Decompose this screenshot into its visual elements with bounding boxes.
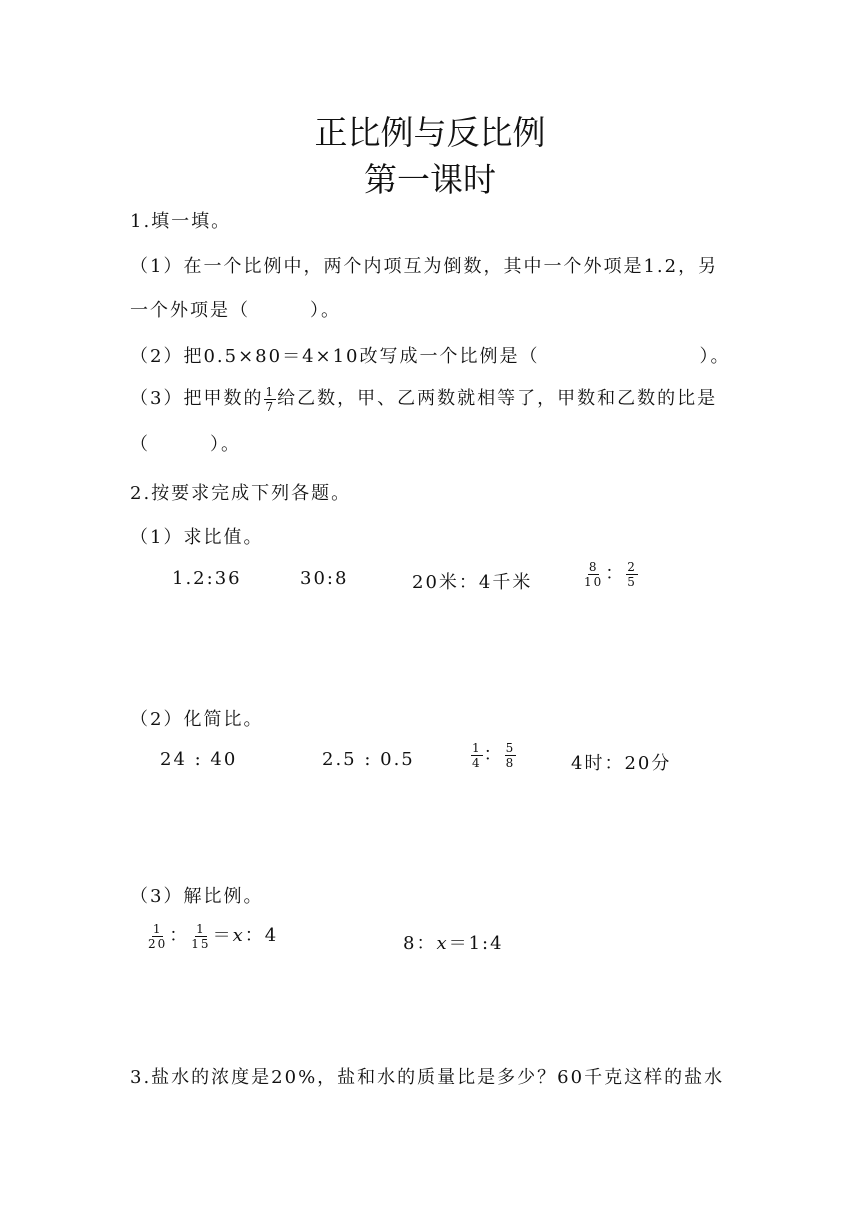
q1-p3-before: （3）把甲数的 <box>130 388 264 409</box>
q2-sub2-item2: 2.5 : 0.5 <box>322 749 415 770</box>
q1-heading: 1.填一填。 <box>130 211 232 232</box>
q1-p2: （2）把0.5×80＝4×10改写成一个比例是（ ）。 <box>130 346 731 367</box>
fraction <box>190 922 211 951</box>
ratio-separator: ： <box>605 563 626 584</box>
fraction <box>147 922 168 951</box>
fraction-denominator: 10 <box>584 574 604 589</box>
fraction-numerator: 1 <box>196 921 206 936</box>
equals-sign: ＝ <box>212 925 233 946</box>
q2-sub3-item1 <box>146 921 278 951</box>
q2-sub1-item3: 20米：4千米 <box>412 572 533 593</box>
q2-sub2-label: （2）化简比。 <box>130 709 264 730</box>
q1-p3-line2: （ ）。 <box>130 434 241 455</box>
q2-sub1-item2: 30:8 <box>300 568 349 589</box>
fraction <box>505 741 517 770</box>
fraction-numerator: 8 <box>588 559 599 574</box>
fraction-numerator: 1 <box>472 740 482 755</box>
fraction-denominator: 15 <box>191 936 211 951</box>
fraction-denominator: 7 <box>265 399 276 414</box>
fraction-denominator: 4 <box>472 755 482 770</box>
fraction-denominator: 20 <box>148 936 168 951</box>
q2-sub2-item1: 24 : 40 <box>160 749 238 770</box>
variable-x: x <box>232 925 245 946</box>
fraction-denominator: 8 <box>505 755 516 770</box>
fraction <box>626 560 638 589</box>
q1-p1-line1: （1）在一个比例中，两个内项互为倒数，其中一个外项是1.2，另 <box>130 256 719 277</box>
fraction <box>471 741 483 770</box>
ratio-tail: ：4 <box>244 925 279 946</box>
q2-sub2-item3 <box>470 740 517 770</box>
fraction-numerator: 1 <box>265 384 276 399</box>
ratio-prefix: 8： <box>403 933 437 954</box>
page-subtitle: 第一课时 <box>364 160 496 199</box>
q2-sub3-label: （3）解比例。 <box>130 886 264 907</box>
fraction-numerator: 1 <box>152 921 163 936</box>
fraction <box>264 385 276 414</box>
q2-sub1-label: （1）求比值。 <box>130 527 264 548</box>
fraction-numerator: 5 <box>505 740 516 755</box>
ratio-suffix: ＝1:4 <box>448 933 504 954</box>
ratio-separator: ： <box>169 925 190 946</box>
q2-sub3-item2 <box>403 929 504 955</box>
q1-p3-line1 <box>130 384 717 414</box>
q2-sub2-item4: 4时：20分 <box>571 753 672 774</box>
fraction-denominator: 5 <box>627 574 637 589</box>
q2-heading: 2.按要求完成下列各题。 <box>130 483 352 504</box>
q1-p1-line2: 一个外项是（ ）。 <box>130 300 341 321</box>
fraction <box>583 560 604 589</box>
q2-sub1-item4 <box>582 559 639 589</box>
page-title: 正比例与反比例 <box>314 113 546 152</box>
q3-text: 3.盐水的浓度是20%，盐和水的质量比是多少？60千克这样的盐水 <box>130 1067 725 1088</box>
q2-sub1-item1: 1.2:36 <box>172 568 242 589</box>
fraction-numerator: 2 <box>627 559 637 574</box>
variable-x: x <box>436 933 449 954</box>
ratio-separator: ： <box>483 744 504 765</box>
q1-p3-after: 给乙数，甲、乙两数就相等了，甲数和乙数的比是 <box>277 388 718 409</box>
